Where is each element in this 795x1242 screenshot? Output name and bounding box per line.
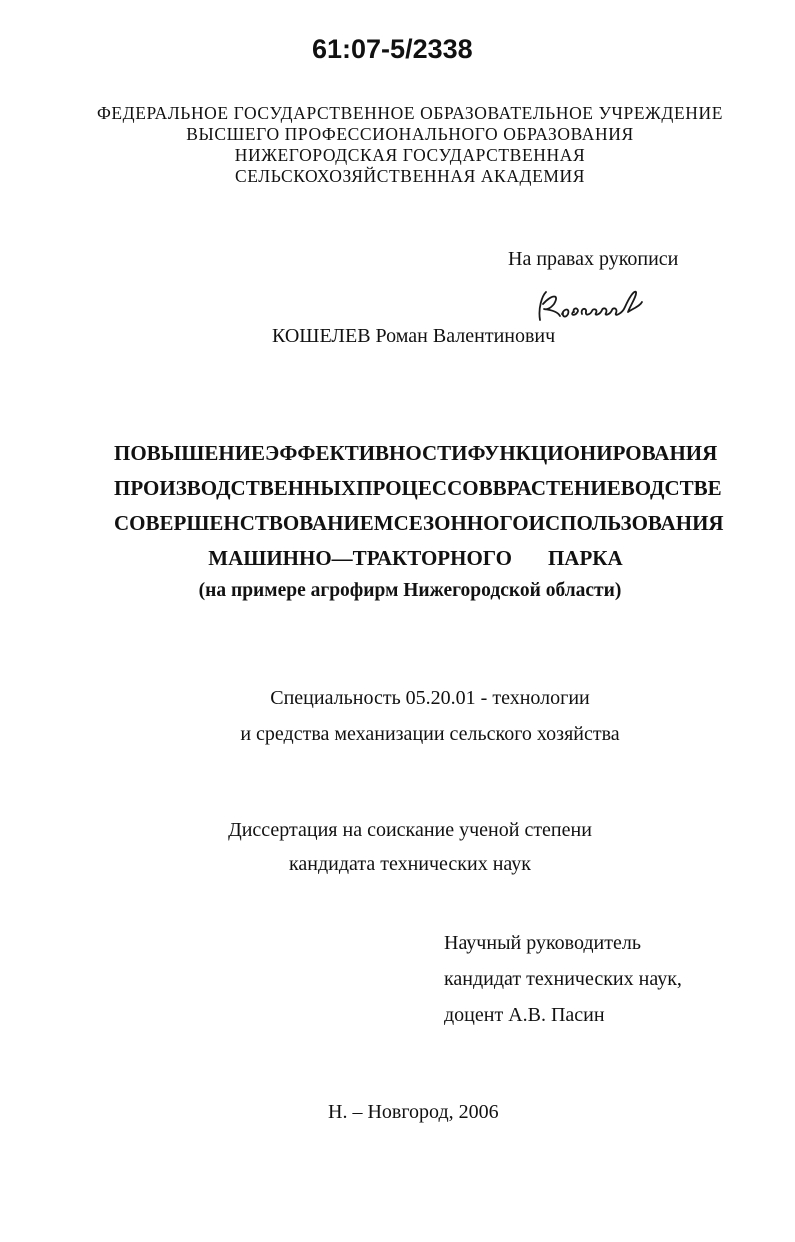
supervisor-line: кандидат технических наук,	[444, 968, 682, 990]
title-word: ПРОЦЕССОВ	[356, 476, 493, 500]
dissertation-subtitle: (на примере агрофирм Нижегородской области)	[198, 580, 622, 601]
supervisor-line: Научный руководитель	[444, 932, 641, 954]
title-line	[114, 471, 722, 506]
institution-line: НИЖЕГОРОДСКАЯ ГОСУДАРСТВЕННАЯ	[234, 145, 586, 165]
supervisor-block	[444, 925, 682, 1033]
city-year: Н. – Новгород, 2006	[328, 1101, 499, 1123]
title-word: ПРОИЗВОДСТВЕННЫХ	[114, 476, 357, 500]
title-word: СЕЗОННОГО	[393, 511, 529, 535]
title-line	[114, 541, 717, 576]
specialty-block	[170, 680, 690, 752]
title-word: ФУНКЦИОНИРОВАНИЯ	[467, 441, 718, 465]
dissertation-title	[114, 436, 724, 576]
title-word: ЭФФЕКТИВНОСТИ	[265, 441, 468, 465]
manuscript-rights-note: На правах рукописи	[508, 248, 679, 270]
title-word: СОВЕРШЕНСТВОВАНИЕМ	[114, 511, 394, 535]
institution-line: ВЫСШЕГО ПРОФЕССИОНАЛЬНОГО ОБРАЗОВАНИЯ	[186, 124, 634, 144]
registration-number: 61:07-5/2338	[312, 34, 473, 64]
title-word: МАШИННО—ТРАКТОРНОГО	[208, 546, 512, 570]
title-word: РАСТЕНИЕВОДСТВЕ	[506, 476, 722, 500]
institution-block	[60, 103, 760, 187]
supervisor-line: доцент А.В. Пасин	[444, 1004, 605, 1026]
title-word: ПАРКА	[547, 546, 623, 570]
title-word: ИСПОЛЬЗОВАНИЯ	[528, 511, 724, 535]
degree-block	[150, 813, 670, 881]
specialty-line: Специальность 05.20.01 - технологии	[270, 687, 590, 709]
title-word: В	[492, 476, 507, 500]
author-signature	[530, 282, 670, 326]
title-line	[114, 506, 724, 541]
title-line	[114, 436, 717, 471]
author-name: КОШЕЛЕВ Роман Валентинович	[272, 325, 556, 347]
title-word: ПОВЫШЕНИЕ	[114, 441, 266, 465]
institution-line: СЕЛЬСКОХОЗЯЙСТВЕННАЯ АКАДЕМИЯ	[234, 166, 586, 186]
institution-line: ФЕДЕРАЛЬНОЕ ГОСУДАРСТВЕННОЕ ОБРАЗОВАТЕЛЬНОЕ УЧРЕЖДЕНИЕ	[96, 103, 724, 123]
specialty-line: и средства механизации сельского хозяйства	[240, 723, 620, 745]
degree-line: Диссертация на соискание ученой степени	[228, 819, 592, 841]
degree-line: кандидата технических наук	[288, 853, 532, 875]
